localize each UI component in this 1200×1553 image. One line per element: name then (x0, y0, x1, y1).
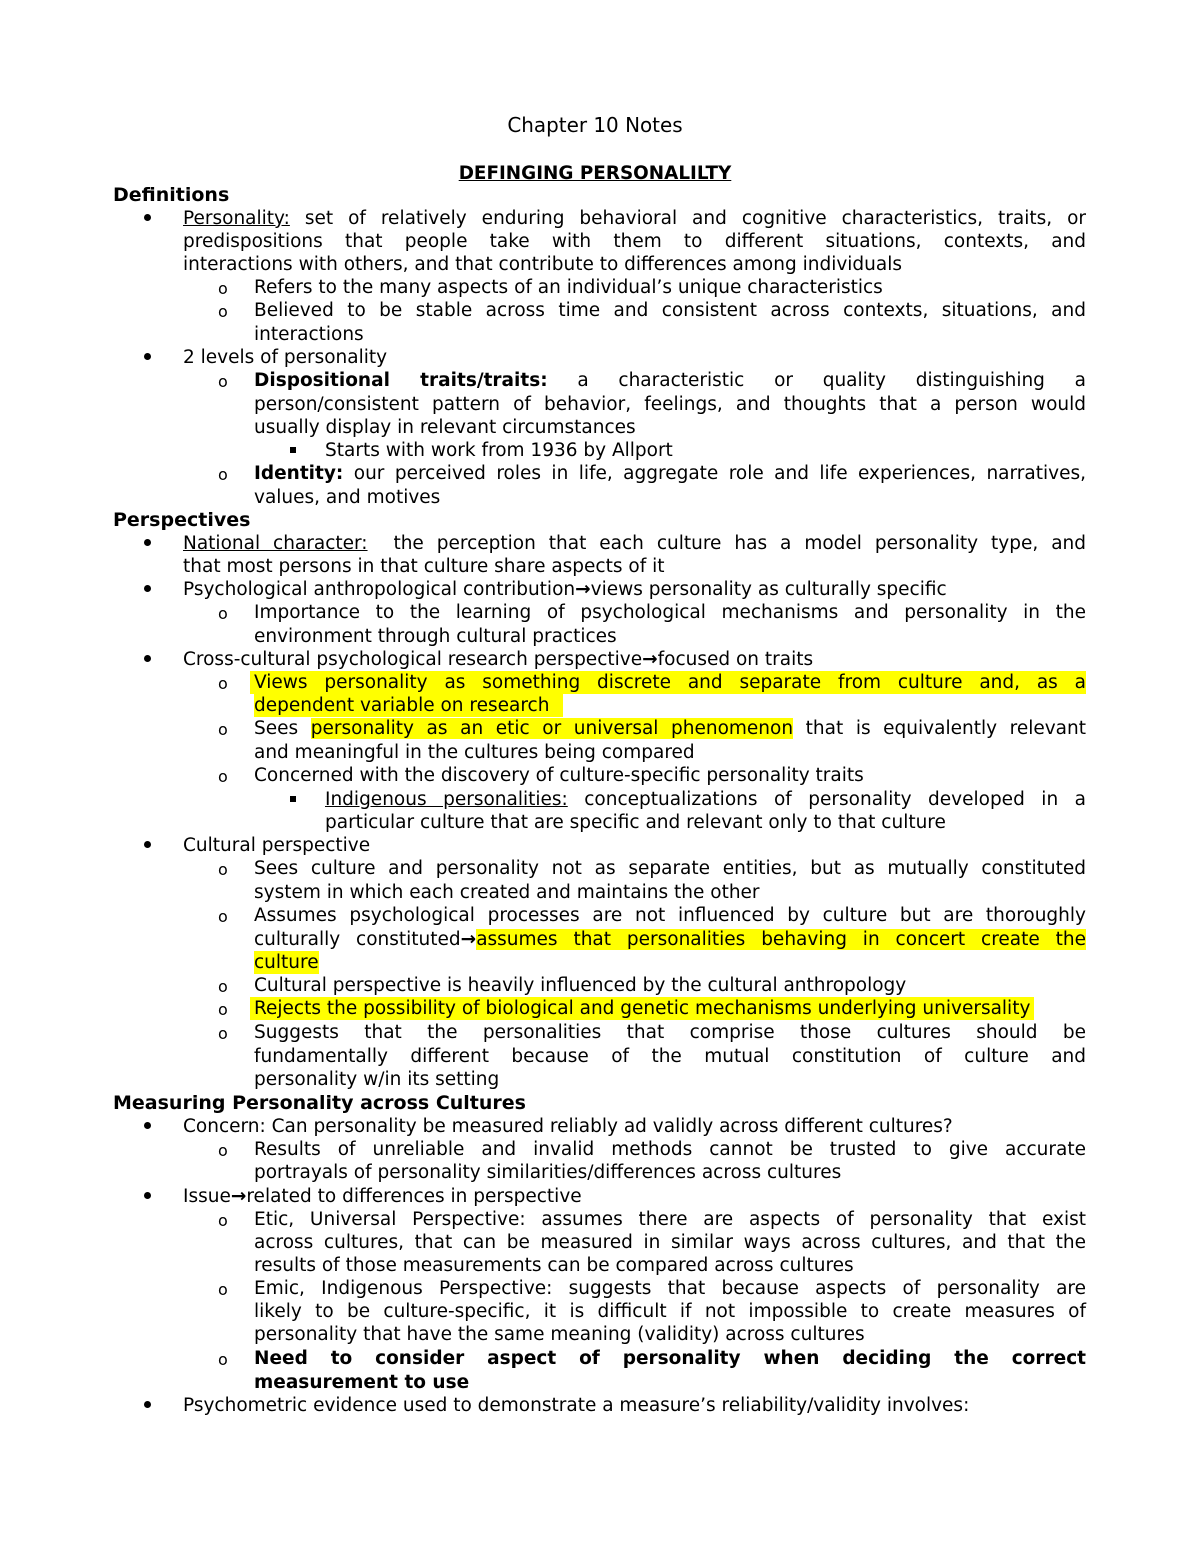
circle-bullet-icon: o (218, 604, 228, 623)
list-item: Assumes psychological processes are not influenced by culture but are thoroughly (254, 905, 1086, 926)
dispositional-line3: usually display in relevant circumstances (254, 417, 636, 438)
national-character-line1: National character: the perception that each culture has a model personality type, and (183, 533, 1087, 554)
list-item: 2 levels of personality (183, 347, 388, 368)
square-bullet-icon (290, 439, 296, 462)
arrow-icon: → (575, 579, 591, 600)
personality-definition-line1: Personality: set of relatively enduring behavioral and cognitive characteristics, traits, or (183, 208, 1086, 229)
national-character-line2: that most persons in that culture share aspects of it (183, 556, 665, 577)
arrow-icon: → (642, 649, 658, 670)
highlighted-item: Rejects the possibility of biological and genetic mechanisms underlying universality (250, 997, 1034, 1020)
list-item: Concerned with the discovery of culture-specific personality traits (254, 765, 864, 786)
list-item-cont: culturally constituted→assumes that personalities behaving in concert create the (254, 929, 1086, 950)
circle-bullet-icon: o (218, 1350, 228, 1369)
list-item-cont: interactions (254, 324, 364, 345)
list-item-cont: portrayals of personality similarities/differences across cultures (254, 1162, 842, 1183)
list-item: Suggests that the personalities that comprise those cultures should be (254, 1022, 1086, 1043)
indigenous-line2: particular culture that are specific and relevant only to that culture (325, 812, 946, 833)
section-title: DEFINGING PERSONALILTY (458, 163, 732, 184)
list-item-cont: likely to be culture-specific, it is difficult if not impossible to create measures of (254, 1301, 1086, 1322)
list-item: Cultural perspective (183, 835, 371, 856)
bold-item-cont: measurement to use (254, 1372, 470, 1393)
circle-bullet-icon: o (218, 907, 228, 926)
bullet-icon (144, 207, 151, 230)
bullet-icon (144, 532, 151, 555)
list-item: Emic, Indigenous Perspective: suggests that because aspects of personality are (254, 1278, 1086, 1299)
identity-line1: Identity: our perceived roles in life, aggregate role and life experiences, narratives, (254, 463, 1086, 484)
highlighted-item-cont: dependent variable on research (254, 694, 563, 717)
definitions-heading: Definitions (113, 184, 230, 206)
list-item: Psychological anthropological contribution→views personality as culturally specific (183, 579, 947, 600)
circle-bullet-icon: o (218, 465, 228, 484)
circle-bullet-icon: o (218, 977, 228, 996)
list-item: Sees personality as an etic or universal phenomenon that is equivalently relevant (254, 718, 1086, 739)
list-item: Etic, Universal Perspective: assumes there are aspects of personality that exist (254, 1209, 1086, 1230)
perspectives-heading: Perspectives (113, 509, 251, 531)
list-item-cont: system in which each created and maintains the other (254, 882, 760, 903)
list-item-cont: results of those measurements can be compared across cultures (254, 1255, 854, 1276)
list-item-cont: across cultures, that can be measured in similar ways across cultures, and that the (254, 1232, 1086, 1253)
dispositional-line1: Dispositional traits/traits: a characteristic or quality distinguishing a (254, 370, 1086, 391)
dispositional-line2: person/consistent pattern of behavior, feelings, and thoughts that a person would (254, 394, 1086, 415)
bullet-icon (144, 1185, 151, 1208)
bold-item: Need to consider aspect of personality when deciding the correct (254, 1348, 1086, 1369)
list-item: Results of unreliable and invalid methods cannot be trusted to give accurate (254, 1139, 1086, 1160)
list-item-cont: and meaningful in the cultures being compared (254, 742, 695, 763)
list-item: Starts with work from 1936 by Allport (325, 440, 673, 461)
list-item: Refers to the many aspects of an individual’s unique characteristics (254, 277, 883, 298)
list-item: Concern: Can personality be measured reliably ad validly across different cultures? (183, 1116, 953, 1137)
list-item: Issue→related to differences in perspective (183, 1186, 582, 1207)
arrow-icon: → (230, 1186, 247, 1207)
bullet-icon (144, 346, 151, 369)
list-item: Psychometric evidence used to demonstrate a measure’s reliability/validity involves: (183, 1395, 970, 1416)
circle-bullet-icon: o (218, 767, 228, 786)
circle-bullet-icon: o (218, 302, 228, 321)
bullet-icon (144, 1394, 151, 1417)
personality-definition-line2: predispositions that people take with them to different situations, contexts, and (183, 231, 1086, 252)
arrow-icon: → (460, 929, 477, 950)
circle-bullet-icon: o (218, 372, 228, 391)
measuring-heading: Measuring Personality across Cultures (113, 1092, 526, 1114)
circle-bullet-icon: o (218, 1024, 228, 1043)
list-item: Importance to the learning of psychological mechanisms and personality in the (254, 602, 1086, 623)
list-item-cont: personality w/in its setting (254, 1069, 500, 1090)
circle-bullet-icon: o (218, 1280, 228, 1299)
circle-bullet-icon: o (218, 1000, 228, 1019)
list-item: Sees culture and personality not as separate entities, but as mutually constituted (254, 858, 1086, 879)
bullet-icon (144, 648, 151, 671)
bullet-icon (144, 578, 151, 601)
list-item-cont: environment through cultural practices (254, 626, 617, 647)
list-item: Cultural perspective is heavily influenced by the cultural anthropology (254, 975, 907, 996)
list-item-cont: culture (254, 952, 319, 973)
personality-definition-line3: interactions with others, and that contribute to differences among individuals (183, 254, 903, 275)
circle-bullet-icon: o (218, 720, 228, 739)
square-bullet-icon (290, 788, 296, 811)
list-item-cont: personality that have the same meaning (validity) across cultures (254, 1324, 865, 1345)
list-item-cont: fundamentally different because of the mutual constitution of culture and (254, 1046, 1086, 1067)
circle-bullet-icon: o (218, 1141, 228, 1160)
circle-bullet-icon: o (218, 860, 228, 879)
list-item: Believed to be stable across time and consistent across contexts, situations, and (254, 300, 1086, 321)
circle-bullet-icon: o (218, 674, 228, 693)
identity-line2: values, and motives (254, 487, 441, 508)
page-title: Chapter 10 Notes (507, 113, 683, 137)
highlighted-item: Views personality as something discrete and separate from culture and, as a (250, 671, 1086, 694)
circle-bullet-icon: o (218, 279, 228, 298)
bullet-icon (144, 1115, 151, 1138)
circle-bullet-icon: o (218, 1211, 228, 1230)
list-item: Cross-cultural psychological research perspective→focused on traits (183, 649, 814, 670)
bullet-icon (144, 834, 151, 857)
indigenous-line1: Indigenous personalities: conceptualizations of personality developed in a (325, 789, 1086, 810)
